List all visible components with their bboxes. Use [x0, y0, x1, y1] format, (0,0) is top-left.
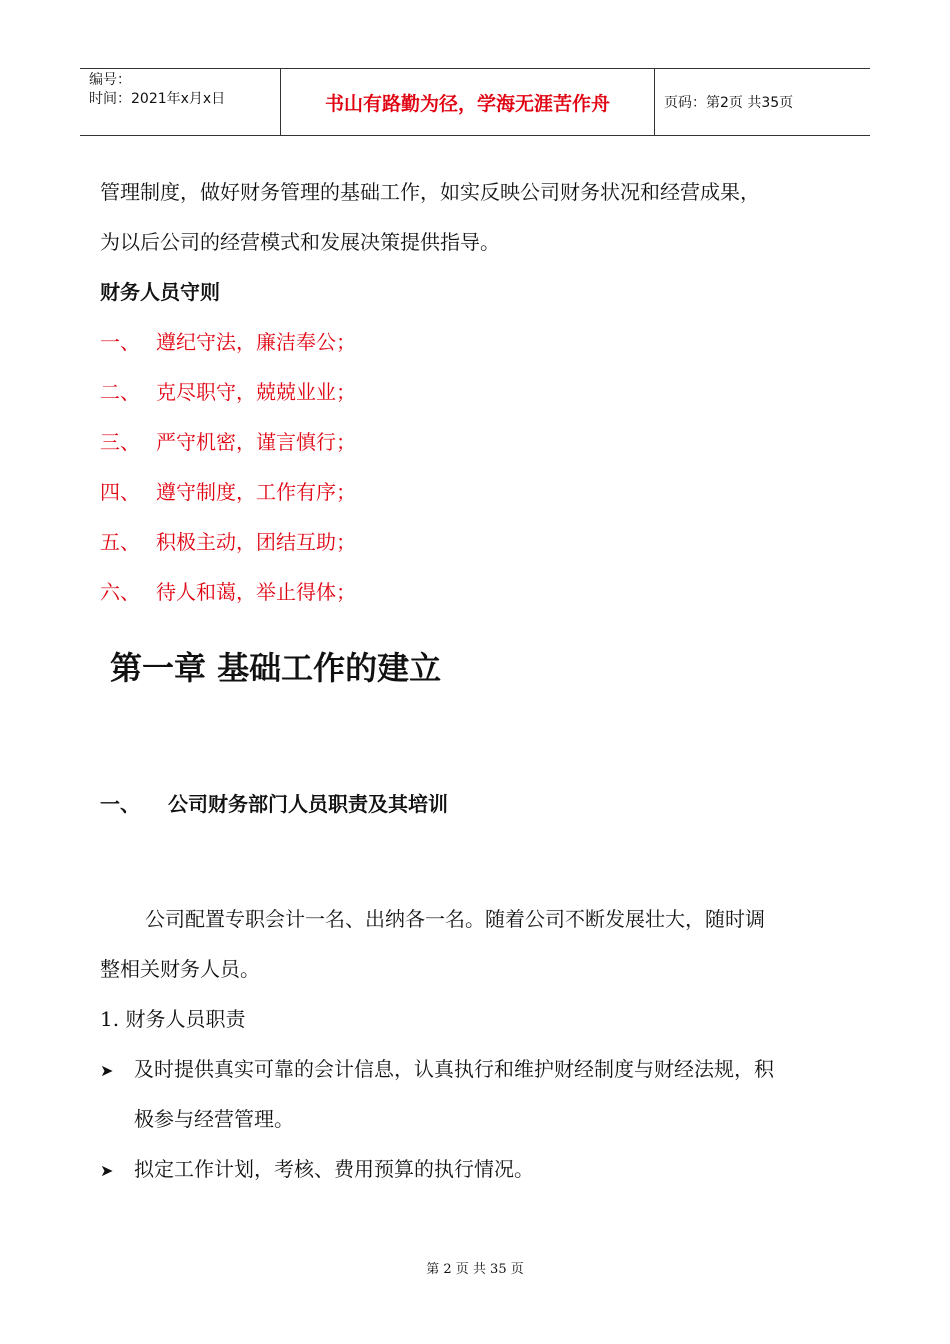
bullet-item — [100, 1155, 534, 1185]
rule-text: 待人和蔼，举止得体； — [156, 580, 356, 604]
rule-item — [100, 428, 356, 456]
rule-text: 严守机密，谨言慎行； — [156, 430, 356, 454]
header-motto: 书山有路勤为径，学海无涯苦作舟 — [281, 69, 655, 135]
page-footer: 第 2 页 共 35 页 — [426, 1262, 524, 1277]
rule-number: 五、 — [100, 530, 140, 554]
arrow-bullet-icon: ➤ — [100, 1061, 114, 1080]
bullet-item — [100, 1055, 774, 1085]
rule-number: 一、 — [100, 330, 140, 354]
number-label: 编号： — [89, 72, 131, 88]
rule-item — [100, 528, 356, 556]
time-label: 时间：2021年x月x日 — [89, 91, 226, 107]
intro-line-2: 为以后公司的经营模式和发展决策提供指导。 — [100, 230, 500, 254]
section-number: 一、 — [100, 792, 140, 816]
rule-item — [100, 578, 356, 606]
rule-number: 四、 — [100, 480, 140, 504]
rule-text: 积极主动，团结互助； — [156, 530, 356, 554]
rule-item — [100, 328, 356, 356]
rule-text: 克尽职守，兢兢业业； — [156, 380, 356, 404]
rule-number: 六、 — [100, 580, 140, 604]
rule-number: 二、 — [100, 380, 140, 404]
rule-text: 遵守制度，工作有序； — [156, 480, 356, 504]
rule-item — [100, 378, 356, 406]
intro-line-1: 管理制度，做好财务管理的基础工作，如实反映公司财务状况和经营成果， — [100, 180, 760, 204]
rule-item — [100, 478, 356, 506]
page-header — [80, 68, 870, 136]
section-title: 公司财务部门人员职责及其培训 — [168, 792, 448, 816]
bullet-continuation: 极参与经营管理。 — [134, 1107, 294, 1131]
bullet-text: 及时提供真实可靠的会计信息，认真执行和维护财经制度与财经法规，积 — [134, 1057, 774, 1081]
bullet-text: 拟定工作计划，考核、费用预算的执行情况。 — [134, 1157, 534, 1181]
section-para-line-2: 整相关财务人员。 — [100, 957, 260, 981]
arrow-bullet-icon: ➤ — [100, 1161, 114, 1180]
rule-text: 遵纪守法，廉洁奉公； — [156, 330, 356, 354]
rules-title: 财务人员守则 — [100, 280, 220, 304]
header-page-info: 页码：第2页 共35页 — [664, 95, 794, 111]
sub-title: 1. 财务人员职责 — [100, 1007, 246, 1031]
rule-number: 三、 — [100, 430, 140, 454]
section-heading — [100, 790, 448, 818]
chapter-title: 第一章 基础工作的建立 — [110, 649, 442, 687]
section-para-line-1: 公司配置专职会计一名、出纳各一名。随着公司不断发展壮大，随时调 — [145, 907, 765, 931]
header-meta — [80, 69, 281, 135]
